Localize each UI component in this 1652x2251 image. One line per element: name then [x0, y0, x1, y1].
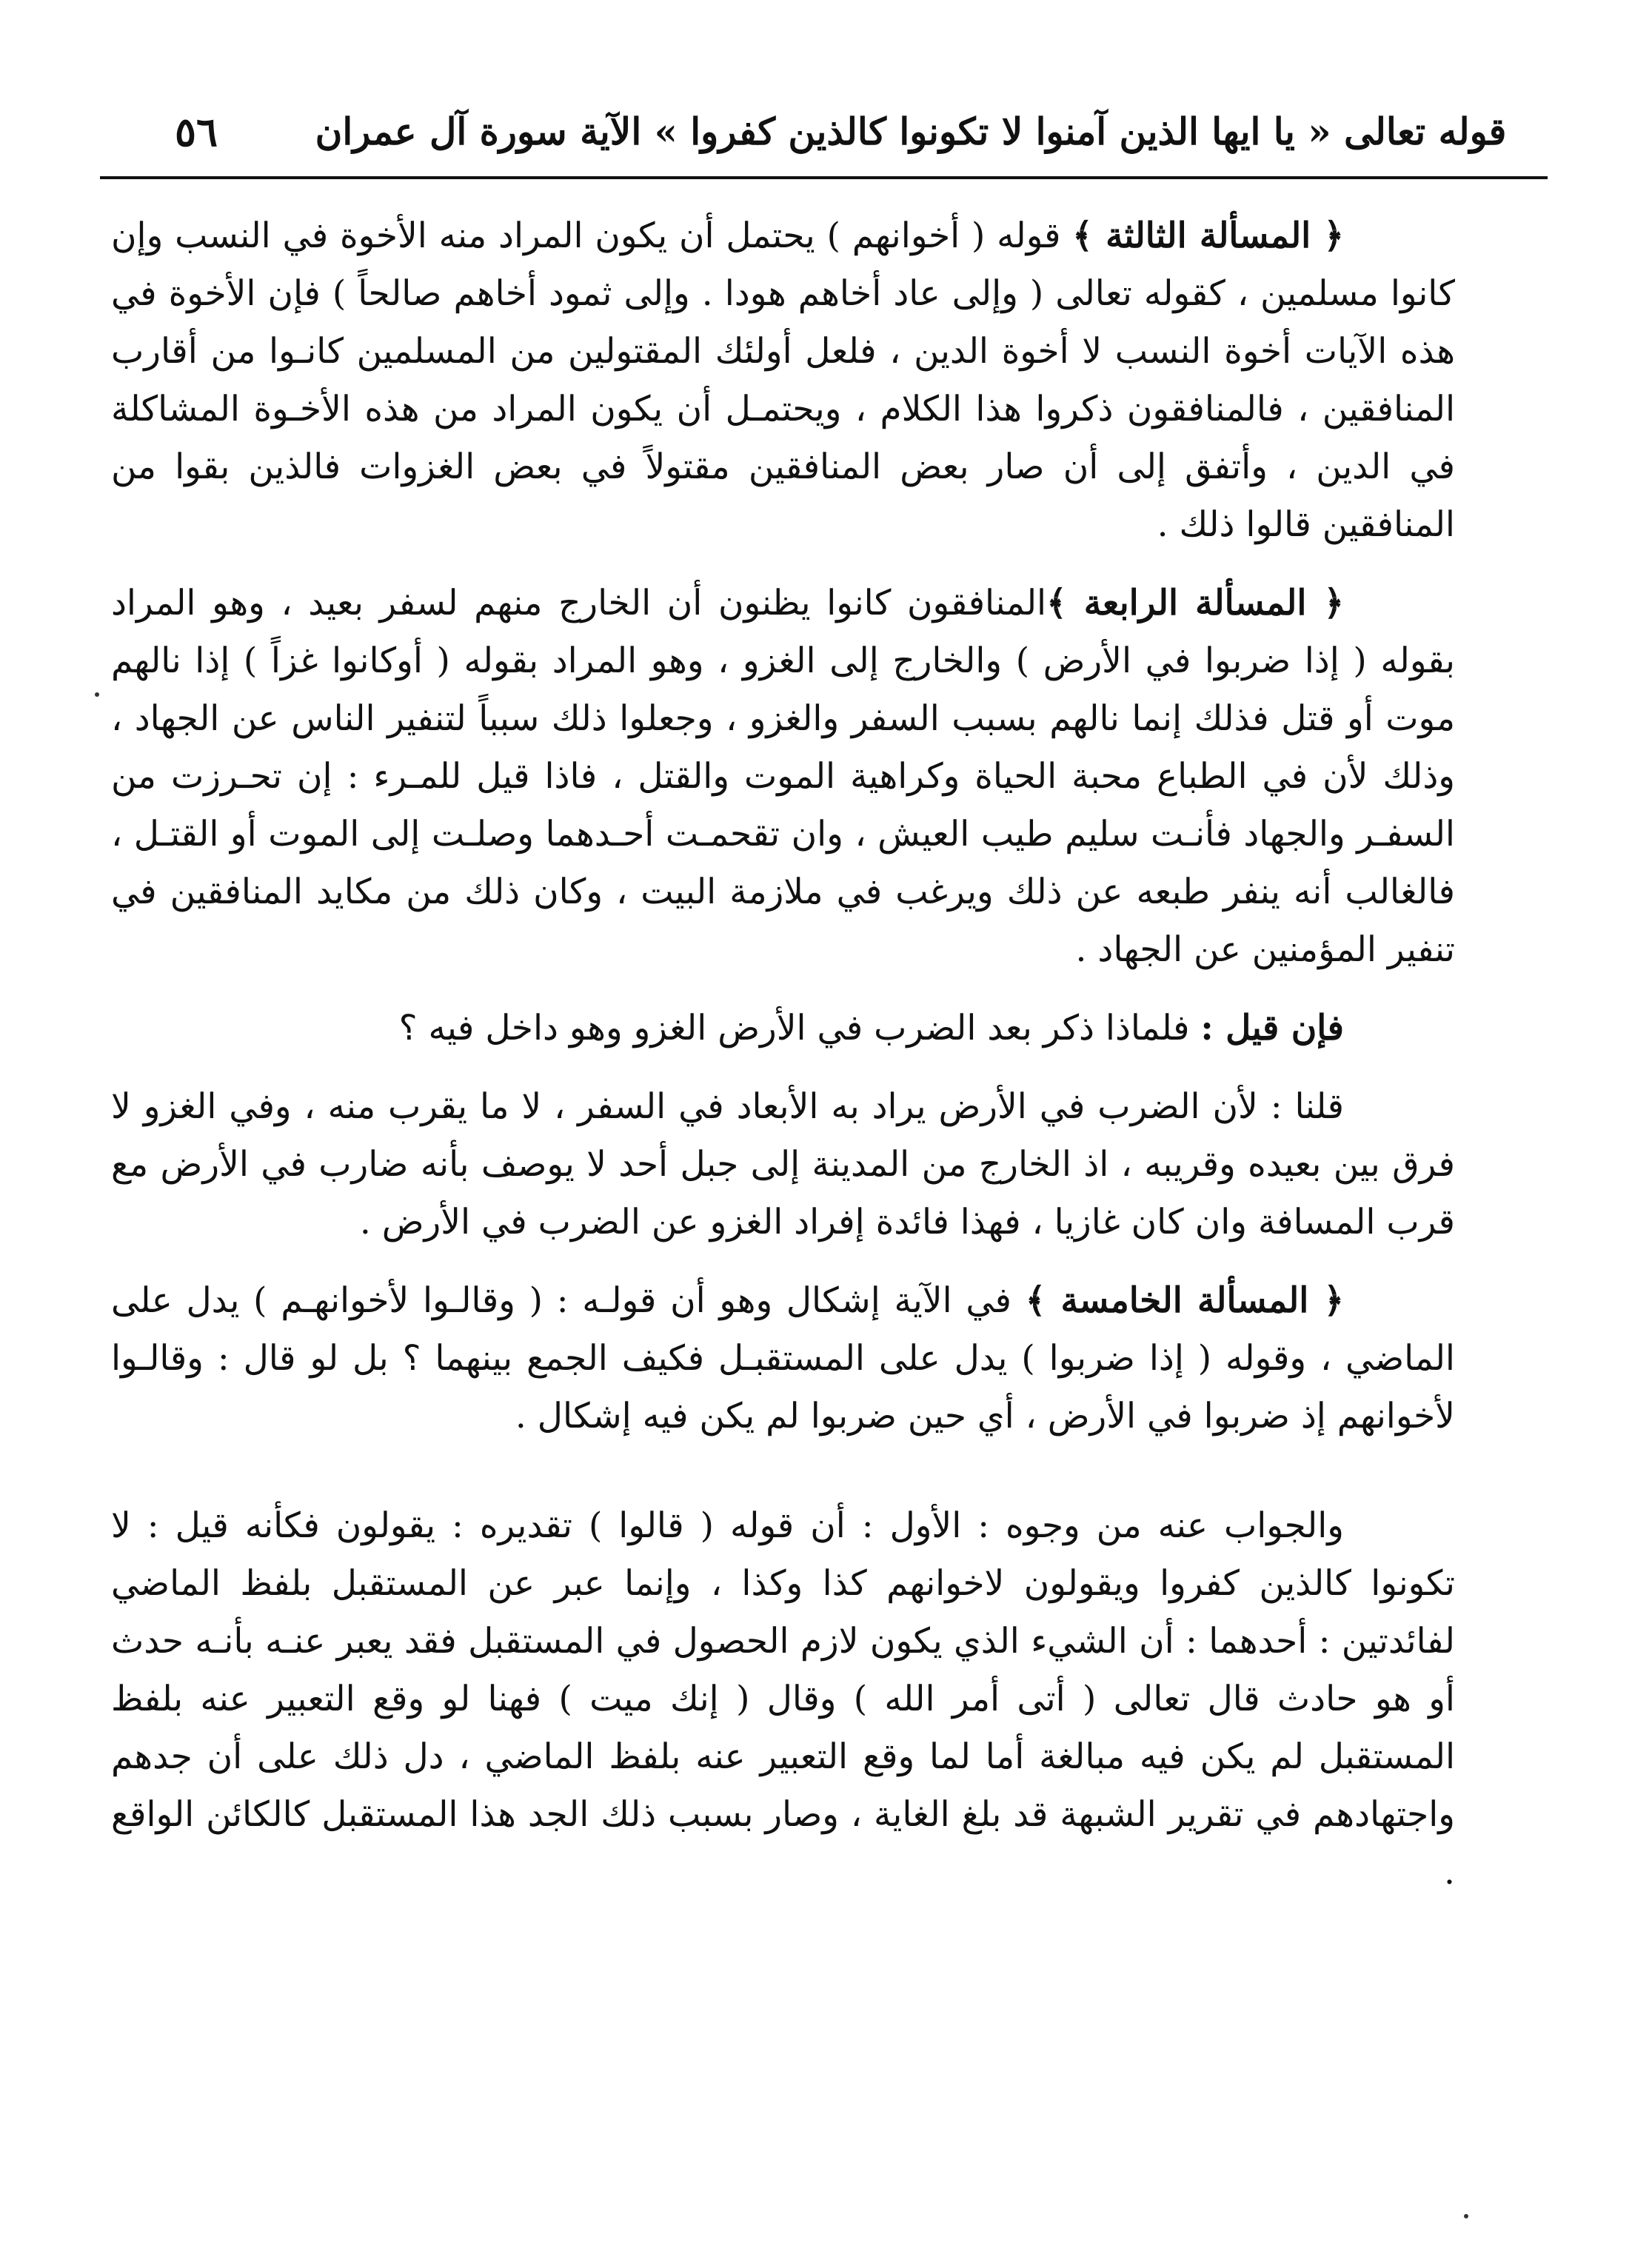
paragraph-text: قوله ( أخوانهم ) يحتمل أن يكون المراد منه الأخوة في النسب وإن كانوا مسلمين ، كقوله تعالى ( وإلى عاد أخاهم هودا . وإلى ثمود أخاهم صالحاً ) فإن الأخوة في هذه الآيات أخوة النسب لا أخوة الدين ، فلعل أولئك المقتولين من المسلمين كانـوا من أقارب المنافقين ، فالمنافقون ذكروا هذا الكلام ، ويحتمـل أن يكون المراد من هذه الأخـوة المشاكلة في الدين ، وأتفق إلى أن صار بعض المنافقين مقتولاً في بعض الغزوات فالذين بقوا من المنافقين قالوا ذلك .	[111, 215, 1455, 545]
paragraph-question	[111, 1000, 1455, 1057]
paragraph-third-issue	[111, 207, 1455, 554]
paragraph-answer	[111, 1078, 1455, 1251]
paragraph-text: فلماذا ذكر بعد الضرب في الأرض الغزو وهو داخل فيه ؟	[398, 1008, 1201, 1048]
paragraph-text: المنافقون كانوا يظنون أن الخارج منهم لسفر بعيد ، وهو المراد بقوله ( إذا ضربوا في الأرض ) والخارج إلى الغزو ، وهو المراد بقوله ( أوكانوا غزاً ) إذا نالهم موت أو قتل فذلك إنما نالهم بسبب السفر والغزو ، وجعلوا ذلك سبباً لتنفير الناس عن الجهاد ، وذلك لأن في الطباع محبة الحياة وكراهية الموت والقتل ، فاذا قيل للمـرء : إن تحـرزت من السفـر والجهاد فأنـت سليم طيب العيش ، وان تقحمـت أحـدهما وصلـت إلى الموت أو القتـل ، فالغالب أنه ينفر طبعه عن ذلك ويرغب في ملازمة البيت ، وكان ذلك من مكايد المنافقين في تنفير المؤمنين عن الجهاد .	[111, 583, 1455, 970]
paragraph-heading: ﴿ المسألة الخامسة ﴾	[1025, 1280, 1344, 1321]
scan-speck	[95, 692, 99, 697]
header-rule	[100, 176, 1548, 179]
running-head	[141, 95, 1525, 176]
paragraph-heading: فإن قيل :	[1200, 1008, 1344, 1048]
paragraph-reply	[111, 1497, 1455, 1902]
page-body	[111, 207, 1455, 1922]
paragraph-text: في الآية إشكال وهو أن قولـه : ( وقالـوا لأخوانهـم ) يدل على الماضي ، وقوله ( إذا ضربوا ) يدل على المستقبـل فكيف الجمع بينهما ؟ بل لو قال : وقالـوا لأخوانهم إذ ضربوا في الأرض ، أي حين ضربوا لم يكن فيه إشكال .	[111, 1280, 1455, 1436]
paragraph-fifth-issue	[111, 1272, 1455, 1445]
paragraph-fourth-issue	[111, 575, 1455, 979]
running-title: قوله تعالى « يا ايها الذين آمنوا لا تكونوا كالذين كفروا » الآية سورة آل عمران	[315, 110, 1507, 153]
paragraph-heading: ﴿ المسألة الثالثة ﴾	[1072, 215, 1344, 256]
page-number: ٥٦	[174, 108, 218, 155]
paragraph-text: قلنا : لأن الضرب في الأرض يراد به الأبعاد في السفر ، لا ما يقرب منه ، وفي الغزو لا فرق بين بعيده وقريبه ، اذ الخارج من المدينة إلى جبل أحد لا يوصف بأنه ضارب في الأرض مع قرب المسافة وان كان غازيا ، فهذا فائدة إفراد الغزو عن الضرب في الأرض .	[111, 1086, 1455, 1242]
paragraph-heading: ﴿ المسألة الرابعة ﴾	[1046, 583, 1345, 623]
paragraph-text: والجواب عنه من وجوه : الأول : أن قوله ( قالوا ) تقديره : يقولون فكأنه قيل : لا تكونوا كالذين كفروا ويقولون لاخوانهم كذا وكذا ، وإنما عبر عن المستقبل بلفظ الماضي لفائدتين : أحدهما : أن الشيء الذي يكون لازم الحصول في المستقبل فقد يعبر عنـه بأنـه حدث أو هو حادث قال تعالى ( أتى أمر الله ) وقال ( إنك ميت ) فهنا لو وقع التعبير عنه بلفظ المستقبل لم يكن فيه مبالغة أما لما وقع التعبير عنه بلفظ الماضي ، دل ذلك على أن جدهم واجتهادهم في تقرير الشبهة قد بلغ الغاية ، وصار بسبب ذلك الجد هذا المستقبل كالكائن الواقع .	[111, 1505, 1455, 1893]
scan-speck	[1464, 2214, 1468, 2218]
